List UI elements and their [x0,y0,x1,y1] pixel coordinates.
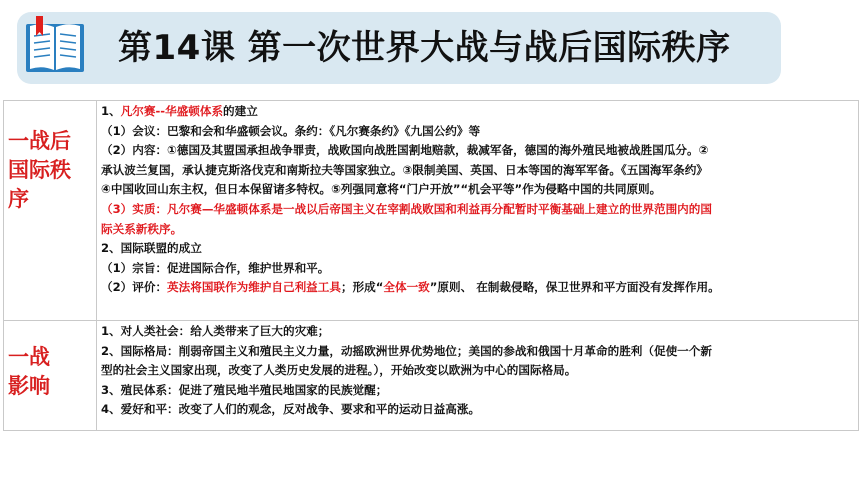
highlight-text: 全体一致 [383,280,430,295]
text-span: ；形成“ [340,280,384,295]
category-line: 影响 [8,374,50,398]
content-line [101,278,854,298]
content-cell [97,101,859,321]
category-line: 一战 [8,345,50,369]
category-cell [4,321,97,431]
content-line: ④中国收回山东主权，但日本保留诸多特权。⑤列强同意将“门户开放”“机会平等”作为侵略中国的共同原则。 [101,182,662,197]
page-title: 第14课 第一次世界大战与战后国际秩序 [118,28,731,68]
content-line: （3）实质：凡尔赛—华盛顿体系是一战以后帝国主义在宰割战败国和利益再分配暂时平衡基础上建立的世界范围内的国 [101,201,712,216]
content-line: （2）内容：①德国及其盟国承担战争罪责，战败国向战胜国割地赔款，裁减军备，德国的海外殖民地被战胜国瓜分。② [101,143,709,158]
content-line: 1、对人类社会：给人类带来了巨大的灾难； [101,324,330,338]
text-span: 1、 [101,104,121,118]
content-line: 型的社会主义国家出现，改变了人类历史发展的进程。），开始改变以欧洲为中心的国际格局。 [101,363,577,378]
category-line: 国际秩 [8,158,71,182]
content-line: 3、殖民体系：促进了殖民地半殖民地国家的民族觉醒； [101,382,388,397]
text-span: 的建立 [223,104,258,118]
content-line: （1）宗旨：促进国际合作，维护世界和平。 [101,260,330,275]
open-book-icon [24,14,86,80]
highlight-text: 英法将国联作为维护自己利益工具 [167,280,341,295]
content-line: 2、国际联盟的成立 [101,241,202,256]
content-line [101,102,854,122]
table-row [4,101,859,321]
content-line: 2、国际格局：削弱帝国主义和殖民主义力量，动摇欧洲世界优势地位；美国的参战和俄国十月革命的胜利（促使一个新 [101,343,712,358]
content-line: 4、爱好和平：改变了人们的观念，反对战争、要求和平的运动日益高涨。 [101,402,481,417]
category-line: 序 [8,187,29,211]
content-line: （1）会议：巴黎和会和华盛顿会议。条约：《凡尔赛条约》《九国公约》等 [101,123,481,138]
category-line: 一战后 [8,129,71,153]
table-row [4,321,859,431]
content-cell [97,321,859,431]
content-line: 承认波兰复国，承认捷克斯洛伐克和南斯拉夫等国家独立。③限制美国、英国、日本等国的海军军备。《五国海军条约》 [101,162,708,177]
text-span: （2）评价： [101,280,168,295]
category-cell [4,101,97,321]
highlight-text: 凡尔赛--华盛顿体系 [120,104,224,118]
content-table [3,100,859,431]
text-span: ”原则、 在制裁侵略，保卫世界和平方面没有发挥作用。 [429,280,720,295]
content-line: 际关系新秩序。 [101,221,183,236]
